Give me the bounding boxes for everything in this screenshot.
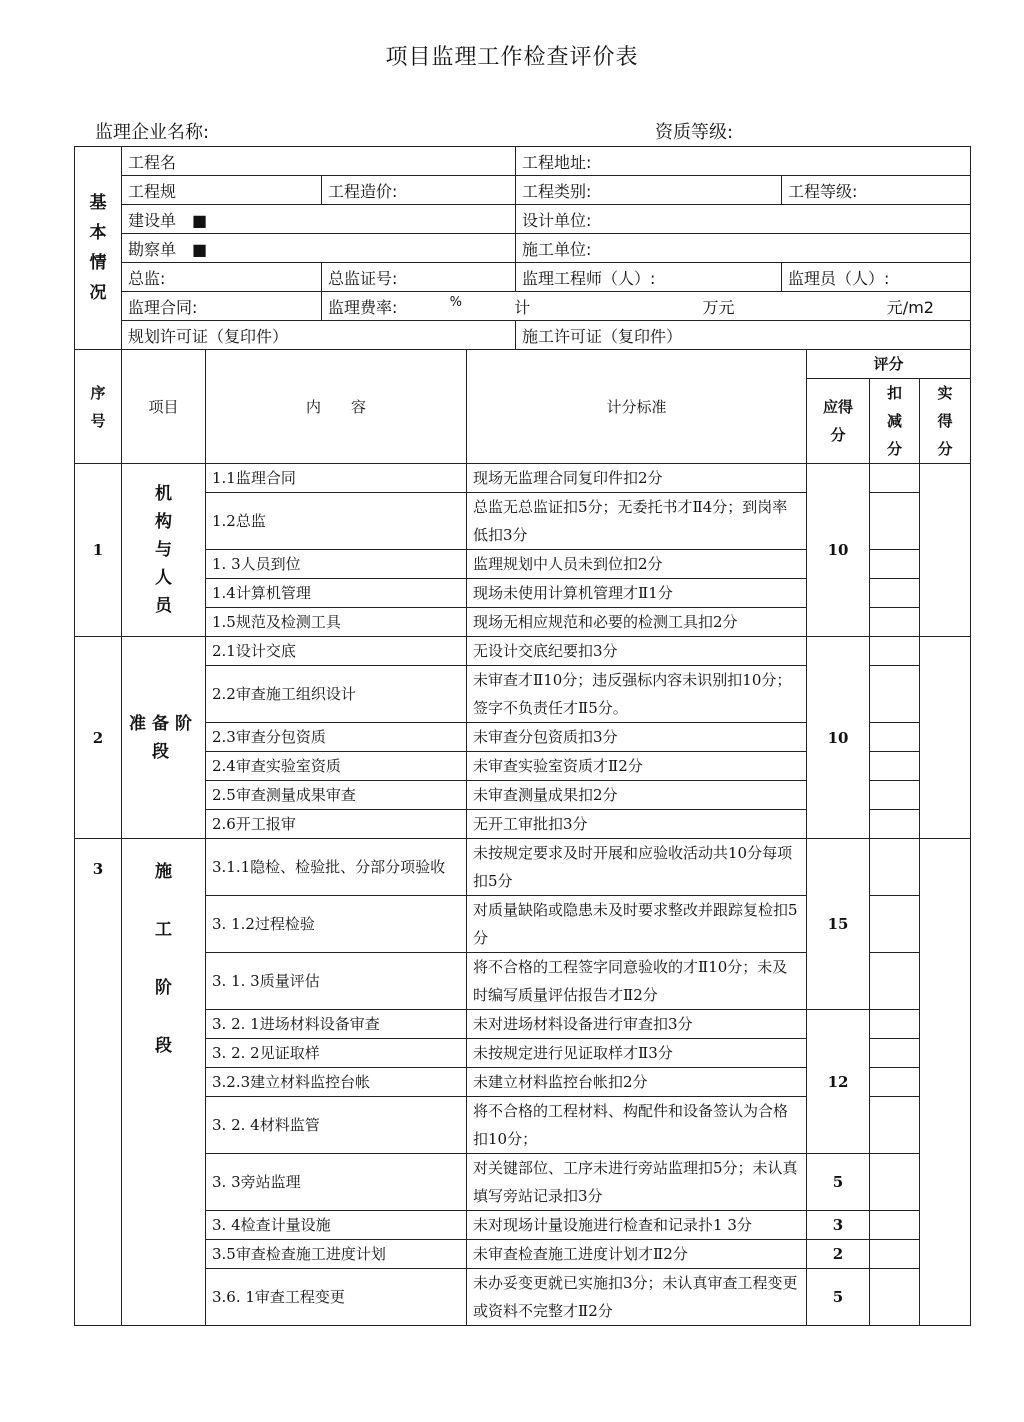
section-3-seq: 3 <box>75 839 122 1326</box>
evaluation-table <box>74 349 971 1326</box>
table-row-criteria: 未办妥变更就已实施扣3分；未认真审查工程变更或资料不完整才Ⅱ2分 <box>467 1269 807 1326</box>
table-row-content: 3. 3旁站监理 <box>206 1154 467 1211</box>
header-criteria: 计分标准 <box>467 350 807 464</box>
section-2-name: 准备阶段 <box>122 637 206 839</box>
deduct-cell[interactable] <box>870 1240 920 1269</box>
deduct-cell[interactable] <box>870 608 920 637</box>
project-level-cell: 工程等级: <box>782 176 971 205</box>
table-row-criteria: 无开工审批扣3分 <box>467 810 807 839</box>
table-row-criteria: 未建立材料监控台帐扣2分 <box>467 1068 807 1097</box>
ten-thousand-yuan-label: 万元 <box>702 297 735 317</box>
section-3b-score: 12 <box>807 1010 870 1154</box>
design-unit-cell: 设计单位: <box>516 205 971 234</box>
table-row-criteria: 现场无相应规范和必要的检测工具扣2分 <box>467 608 807 637</box>
header-deduct-score: 扣减分 <box>870 379 920 464</box>
table-row-criteria: 未审查才Ⅱ10分；违反强标内容未识别扣10分；签字不负责任才Ⅱ5分。 <box>467 666 807 723</box>
deduct-cell[interactable] <box>870 810 920 839</box>
table-row-criteria: 未对现场计量设施进行检查和记录扑1 3分 <box>467 1211 807 1240</box>
basic-info-table <box>74 146 971 350</box>
table-row-content: 3. 4检查计量设施 <box>206 1211 467 1240</box>
table-row-content: 1.4计算机管理 <box>206 579 467 608</box>
section-3a-score: 15 <box>807 839 870 1010</box>
table-row-criteria: 未审查分包资质扣3分 <box>467 723 807 752</box>
construction-permit-cell: 施工许可证（复印件） <box>516 321 971 350</box>
deduct-cell[interactable] <box>870 1068 920 1097</box>
table-row-content: 3.2.3建立材料监控台帐 <box>206 1068 467 1097</box>
percent-sign: % <box>449 294 463 310</box>
table-row-criteria: 监理规划中人员未到位扣2分 <box>467 550 807 579</box>
deduct-cell[interactable] <box>870 579 920 608</box>
project-address-cell: 工程地址: <box>516 147 971 176</box>
deduct-cell[interactable] <box>870 493 920 550</box>
deduct-cell[interactable] <box>870 781 920 810</box>
supervising-engineers-cell: 监理工程师（人）: <box>516 263 782 292</box>
section-2-score: 10 <box>807 637 870 839</box>
table-row-content: 3. 1. 3质量评估 <box>206 953 467 1010</box>
deduct-cell[interactable] <box>870 953 920 1010</box>
table-row-content: 3. 2. 4材料监管 <box>206 1097 467 1154</box>
deduct-cell[interactable] <box>870 550 920 579</box>
project-scale-cell: 工程规 <box>122 176 322 205</box>
table-row-content: 3.5审查检查施工进度计划 <box>206 1240 467 1269</box>
deduct-cell[interactable] <box>870 464 920 493</box>
deduct-cell[interactable] <box>870 723 920 752</box>
section-1-name: 机构与人员 <box>122 464 206 637</box>
deduct-cell[interactable] <box>870 1097 920 1154</box>
supervision-contract-cell: 监理合同: <box>122 292 322 321</box>
table-row-content: 3. 2. 2见证取样 <box>206 1039 467 1068</box>
section-3-name: 施工阶段 <box>122 839 206 1326</box>
qualification-grade-label: 资质等级: <box>655 122 734 143</box>
header-should-score: 应得分 <box>807 379 870 464</box>
table-row-criteria: 对质量缺陷或隐患未及时要求整改并跟踪复检扣5分 <box>467 896 807 953</box>
table-row-content: 1.5规范及检测工具 <box>206 608 467 637</box>
actual-cell[interactable] <box>920 839 971 1326</box>
table-row-criteria: 未审查测量成果扣2分 <box>467 781 807 810</box>
table-row-criteria: 现场未使用计算机管理才Ⅱ1分 <box>467 579 807 608</box>
fee-rate-label: 监理费率: <box>328 297 398 317</box>
section-3c-score: 5 <box>807 1154 870 1211</box>
table-row-content: 3. 2. 1进场材料设备审查 <box>206 1010 467 1039</box>
actual-cell[interactable] <box>920 464 971 637</box>
table-row-content: 2.1设计交底 <box>206 637 467 666</box>
yuan-per-m2-label: 元/m2 <box>886 297 934 317</box>
total-label: 计 <box>514 297 531 317</box>
table-row-criteria: 将不合格的工程材料、构配件和设备签认为合格扣10分； <box>467 1097 807 1154</box>
deduct-cell[interactable] <box>870 1039 920 1068</box>
table-row-content: 3.6. 1审查工程变更 <box>206 1269 467 1326</box>
project-cost-cell: 工程造价: <box>322 176 516 205</box>
section-2-seq: 2 <box>75 637 122 839</box>
table-row-criteria: 未审查检查施工进度计划才Ⅱ2分 <box>467 1240 807 1269</box>
planning-permit-cell: 规划许可证（复印件） <box>122 321 516 350</box>
table-row-content: 2.5审查测量成果审查 <box>206 781 467 810</box>
table-row-content: 1. 3人员到位 <box>206 550 467 579</box>
page-title: 项目监理工作检查评价表 <box>385 45 639 70</box>
deduct-cell[interactable] <box>870 1154 920 1211</box>
section-1-score: 10 <box>807 464 870 637</box>
table-row-content: 3. 1.2过程检验 <box>206 896 467 953</box>
header-content: 内 容 <box>206 350 467 464</box>
deduct-cell[interactable] <box>870 1211 920 1240</box>
section-3e-score: 2 <box>807 1240 870 1269</box>
header-seq: 序号 <box>75 350 122 464</box>
header-actual-score: 实得分 <box>920 379 971 464</box>
section-3d-score: 3 <box>807 1211 870 1240</box>
table-row-content: 2.3审查分包资质 <box>206 723 467 752</box>
fee-rate-cell <box>322 292 971 321</box>
supervisors-cell: 监理员（人）: <box>782 263 971 292</box>
table-row-content: 2.6开工报审 <box>206 810 467 839</box>
deduct-cell[interactable] <box>870 752 920 781</box>
actual-cell[interactable] <box>920 637 971 839</box>
deduct-cell[interactable] <box>870 666 920 723</box>
table-row-criteria: 现场无监理合同复印件扣2分 <box>467 464 807 493</box>
chief-supervisor-cell: 总监: <box>122 263 322 292</box>
table-row-criteria: 无设计交底纪要扣3分 <box>467 637 807 666</box>
deduct-cell[interactable] <box>870 1269 920 1326</box>
deduct-cell[interactable] <box>870 1010 920 1039</box>
table-row-content: 2.4审查实验室资质 <box>206 752 467 781</box>
contractor-unit-cell: 施工单位: <box>516 234 971 263</box>
table-row-criteria: 总监无总监证扣5分；无委托书才Ⅱ4分；到岗率低扣3分 <box>467 493 807 550</box>
table-row-content: 1.2总监 <box>206 493 467 550</box>
construction-unit-cell: 建设单 ■ <box>122 205 516 234</box>
header-item: 项目 <box>122 350 206 464</box>
table-row-criteria: 未审查实验室资质才Ⅱ2分 <box>467 752 807 781</box>
table-row-criteria: 未按规定进行见证取样才Ⅱ3分 <box>467 1039 807 1068</box>
table-row-content: 3.1.1隐检、检验批、分部分项验收 <box>206 839 467 896</box>
table-row-criteria: 将不合格的工程签字同意验收的才Ⅱ10分；未及时编写质量评估报告才Ⅱ2分 <box>467 953 807 1010</box>
deduct-cell[interactable] <box>870 839 920 896</box>
section-1-seq: 1 <box>75 464 122 637</box>
survey-unit-cell: 勘察单 ■ <box>122 234 516 263</box>
basic-info-side-label: 基本情况 <box>75 147 122 350</box>
table-row-criteria: 未对进场材料设备进行审查扣3分 <box>467 1010 807 1039</box>
table-row-content: 2.2审查施工组织设计 <box>206 666 467 723</box>
deduct-cell[interactable] <box>870 637 920 666</box>
section-3f-score: 5 <box>807 1269 870 1326</box>
project-category-cell: 工程类别: <box>516 176 782 205</box>
deduct-cell[interactable] <box>870 896 920 953</box>
table-row-criteria: 未按规定要求及时开展和应验收活动共10分每项扣5分 <box>467 839 807 896</box>
chief-certificate-cell: 总监证号: <box>322 263 516 292</box>
project-name-cell: 工程名 <box>122 147 516 176</box>
table-row-criteria: 对关键部位、工序未进行旁站监理扣5分；未认真填写旁站记录扣3分 <box>467 1154 807 1211</box>
header-score: 评分 <box>807 350 971 379</box>
table-row-content: 1.1监理合同 <box>206 464 467 493</box>
company-name-label: 监理企业名称: <box>95 122 210 143</box>
